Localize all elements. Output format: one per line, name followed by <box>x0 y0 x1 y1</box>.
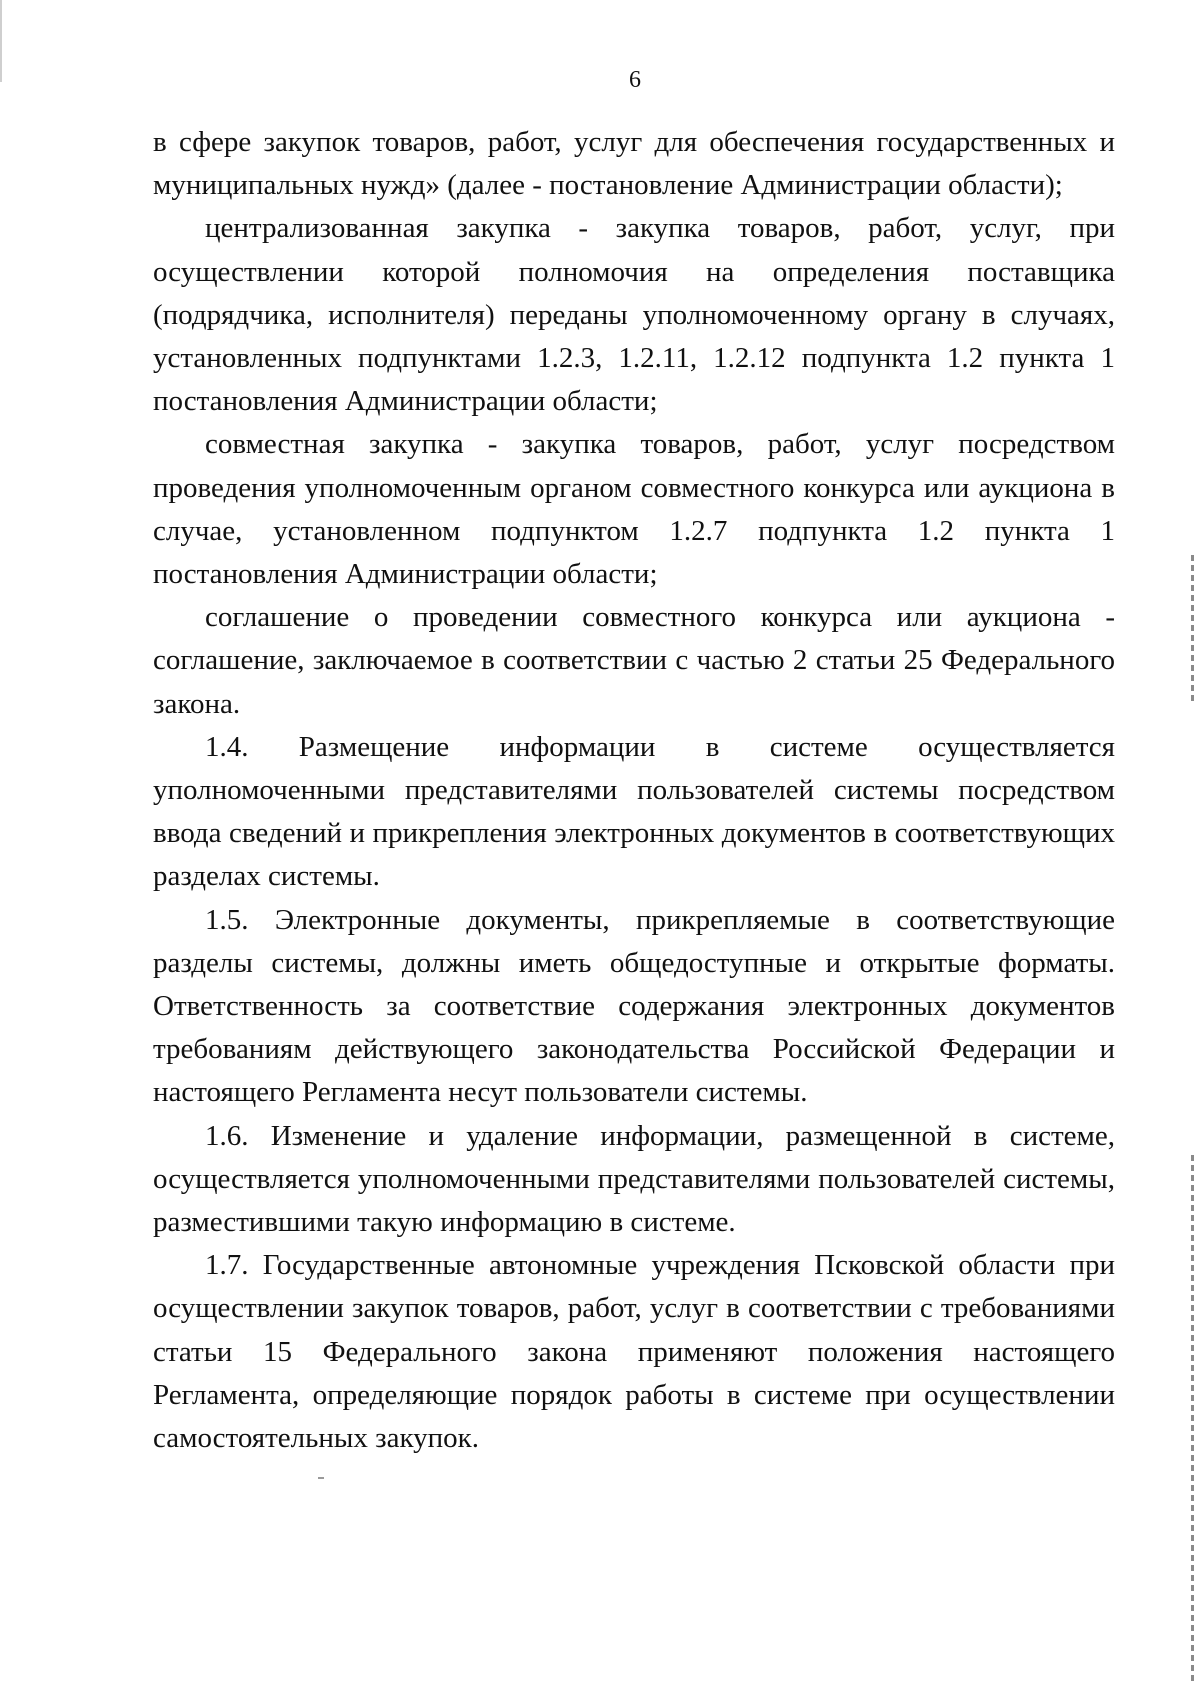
scan-right-edge-lower <box>1191 1155 1194 1685</box>
scan-right-edge-upper <box>1191 555 1194 705</box>
paragraph-joint-tender-agreement: соглашение о проведении совместного конкурса или аукциона - соглашение, заключаемое в соответствии с частью 2 статьи 25 Федерального закона. <box>153 601 1115 720</box>
paragraph-clause-1-4: 1.4. Размещение информации в системе осуществляется уполномоченными представителями пользователей системы посредством ввода сведений и прикрепления электронных документов в соответствующих разделах системы. <box>153 730 1115 893</box>
paragraph-clause-1-6: 1.6. Изменение и удаление информации, размещенной в системе, осуществляется уполномоченными представителями пользователей системы, разместившими такую информацию в системе. <box>153 1119 1115 1239</box>
paragraph-joint-procurement: совместная закупка - закупка товаров, работ, услуг посредством проведения уполномоченным органом совместного конкурса или аукциона в случае, установленном подпунктом 1.2.7 подпункта 1.2 пункта 1 постановления Администрации области; <box>153 428 1115 591</box>
paragraph-centralized-procurement: централизованная закупка - закупка товаров, работ, услуг, при осуществлении которой полномочия на определения поставщика (подрядчика, исполнителя) переданы уполномоченному органу в случаях, установленных подпунктами 1.2.3, 1.2.11, 1.2.12 подпункта 1.2 пункта 1 постановления Администрации области; <box>153 212 1115 418</box>
paragraph-clause-1-5: 1.5. Электронные документы, прикрепляемые в соответствующие разделы системы, должны иметь общедоступные и открытые форматы. Ответственность за соответствие содержания электронных документов требованиям действующего законодательства Российской Федерации и настоящего Регламента несут пользователи системы. <box>153 903 1115 1109</box>
paragraph-procurement-sphere: в сфере закупок товаров, работ, услуг для обеспечения государственных и муниципальных нужд» (далее - постановление Администрации области); <box>153 126 1115 202</box>
paragraph-clause-1-7: 1.7. Государственные автономные учреждения Псковской области при осуществлении закупок товаров, работ, услуг в соответствии с требованиями статьи 15 Федерального закона применяют положения настоящего Регламента, определяющие порядок работы в системе при осуществлении самостоятельных закупок. <box>153 1249 1115 1455</box>
document-body <box>153 121 1115 1460</box>
page-number: 6 <box>629 67 641 93</box>
scan-speck <box>318 1477 324 1479</box>
